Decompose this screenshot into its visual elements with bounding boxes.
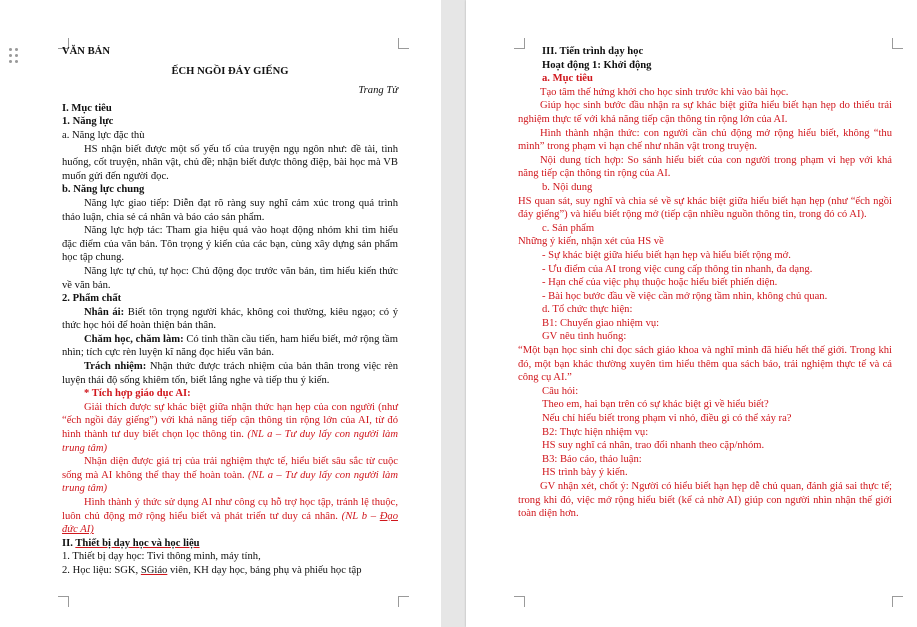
section-number: II. [62,537,76,549]
subsection-heading: d. Tổ chức thực hiện: [542,304,633,316]
ai-paragraph [62,496,398,537]
ai-note: (NL a – Tư duy lấy con người làm trung tâm) [62,429,398,454]
subsection-label: a. Năng lực đặc thù [62,129,145,141]
quality-label: Trách nhiệm: [84,361,147,373]
subsection-heading: 2. Phẩm chất [62,293,122,305]
subsection-heading: b. Nội dung [542,181,593,193]
paragraph: Tạo tâm thế hứng khởi cho học sinh trước khi vào bài học. [540,86,789,98]
activity-heading: Hoạt động 1: Khởi động [542,59,652,71]
page-right-body[interactable] [518,45,892,521]
ai-paragraph [62,455,398,496]
question-item: Theo em, hai bạn trên có sự khác biệt gì về hiểu biết? [542,399,769,411]
move-handle-icon[interactable] [9,48,21,64]
list-item: - Hạn chế của việc phụ thuộc hoặc hiểu biết phiến diện. [542,277,778,289]
margin-corner-mark [514,596,525,607]
paragraph: Năng lực giao tiếp: Diễn đạt rõ ràng suy nghĩ cảm xúc trong quá trình thảo luận, chia sẻ cá nhân và báo cáo sản phẩm. [62,197,398,223]
list-item: - Sự khác biệt giữa hiểu biết hạn hẹp và hiểu biết rộng mở. [542,249,791,261]
ai-paragraph [62,401,398,455]
margin-corner-mark [58,596,69,607]
question-label: Câu hỏi: [542,385,579,397]
text-run: viên, KH dạy học, bảng phụ và phiếu học tập [167,564,362,576]
subsection-heading: 1. Năng lực [62,116,114,128]
quality-item [62,360,398,387]
paragraph: Nội dung tích hợp: So sánh hiểu biết của con người trong phạm vi hẹp với khả năng tiếp cận thông tin rộng của AI. [518,154,892,180]
ai-note: (NL a – Tư duy lấy con người làm trung tâm) [62,469,398,495]
step-label: B3: Báo cáo, thảo luận: [542,453,642,465]
ai-text: Hình thành ý thức sử dụng AI như công cụ hỗ trợ học tập, tránh lệ thuộc, luôn chủ động mở rộng hiểu biết và phát triển tư duy cá nhân. [62,497,398,522]
quality-text: Có tinh thần cầu tiến, ham hiểu biết, mở rộng tầm nhìn; tích cực rèn luyện kĩ năng đọc hiểu văn bản. [62,333,398,359]
paragraph: Năng lực hợp tác: Tham gia hiệu quả vào hoạt động nhóm khi tìm hiểu đặc điểm của văn bản. Tôn trọng ý kiến của các bạn, cùng xây dựng sản phẩm học tập chung. [62,225,398,264]
page-gap [441,0,466,627]
step-label: B2: Thực hiện nhiệm vụ: [542,426,649,438]
margin-corner-mark [398,596,409,607]
doc-label: VĂN BẢN [62,46,110,57]
quality-text: Nhận thức được trách nhiệm của bản thân trong việc rèn luyện thái độ sống khiêm tốn, biết lắng nghe và tiếp thu ý kiến. [62,361,398,386]
section-heading: III. Tiến trình dạy học [542,46,644,57]
ai-integration-heading: * Tích hợp giáo dục AI: [84,388,191,400]
ai-note: (NL b – [337,510,377,522]
quote-paragraph: “Một bạn học sinh chỉ đọc sách giáo khoa và nghĩ mình đã hiểu hết thế giới. Trong khi đó, một bạn khác thường xuyên tìm hiểu thêm qua sách báo, trải nghiệm thực tế và cả công cụ AI.” [518,345,892,384]
section-heading: I. Mục tiêu [62,102,112,114]
paragraph: Giúp học sinh bước đầu nhận ra sự khác biệt giữa hiểu biết hạn hẹp do thiếu trải nghiệm thực tế với khả năng tiếp cận thông tin rộng lớn của AI. [518,100,892,125]
paragraph: HS quan sát, suy nghĩ và chia sẻ về sự khác biệt giữa hiểu biết hạn hẹp (như “ếch ngồi đáy giếng”) và hiểu biết rộng mở (tiếp cận nhiều nguồn thông tin, trong đó có AI). [518,195,892,221]
question-item: Nếu chỉ hiểu biết trong phạm vi nhỏ, điều gì có thể xảy ra? [542,413,792,425]
quality-item [62,333,398,360]
list-item: - Ưu điểm của AI trong việc cung cấp thông tin nhanh, đa dạng. [542,263,813,275]
section-heading [62,537,398,551]
spelling-flagged-word: SGiáo [140,564,168,576]
margin-corner-mark [892,38,903,49]
page-left-body[interactable] [62,45,398,578]
text-run: 2. Học liệu: SGK, [62,564,141,576]
section-title-underlined: Thiết bị dạy học và học liệu [75,537,200,549]
list-item: - Bài học bước đầu về việc cần mở rộng tầm nhìn, không chủ quan. [542,290,828,302]
paragraph: Năng lực tự chủ, tự học: Chủ động đọc trước văn bản, tìm hiểu kiến thức về văn bản. [62,265,398,291]
step-label: B1: Chuyển giao nhiệm vụ: [542,317,660,329]
subsection-heading: a. Mục tiêu [542,73,593,85]
quality-label: Chăm học, chăm làm: [84,333,184,345]
document-page-right[interactable] [466,0,917,627]
paragraph: GV nhận xét, chốt ý: Người có hiểu biết hạn hẹp dễ chủ quan, đánh giá sai thực tế; trong khi đó, việc mở rộng hiểu biết (kể cả nhờ AI) giúp con người nhìn nhận thế giới toàn diện hơn. [518,481,892,520]
subsection-label: b. Năng lực chung [62,184,145,196]
paragraph [62,564,398,578]
paragraph: GV nêu tình huống: [542,331,627,343]
paragraph: Những ý kiến, nhận xét của HS về [518,236,664,248]
quality-text: Biết tôn trọng người khác, không coi thường, kiêu ngạo; có ý thức học hỏi để hoàn thiện bản thân. [62,306,398,332]
quality-label: Nhân ái: [84,306,125,318]
subsection-heading: c. Sản phẩm [542,222,595,234]
ai-note-underlined: Đạo đức AI) [62,510,398,536]
quality-item [62,306,398,333]
paragraph: HS suy nghĩ cá nhân, trao đổi nhanh theo cặp/nhóm. [542,440,765,452]
margin-corner-mark [892,596,903,607]
paragraph: HS nhận biết được một số yếu tố của truyện ngụ ngôn như: đề tài, tình huống, cốt truyện, nhân vật, chủ đề; nhận biết được thông điệp, bài học mà VB muốn gửi đến người đọc. [62,143,398,182]
ai-text: Giải thích được sự khác biệt giữa nhận thức hạn hẹp của con người (như “ếch ngồi đáy giếng”) với khả năng tiếp cận thông tin rộng lớn của AI, từ đó hình thành tư duy biết chọn lọc thông tin. [62,401,398,441]
margin-corner-mark [398,38,409,49]
document-author: Trang Tử [358,85,398,97]
paragraph: 1. Thiết bị dạy học: Tivi thông minh, máy tính, [62,551,261,563]
ai-text: Nhận diện được giá trị của trải nghiệm thực tế, hiểu biết sâu sắc từ cuộc sống mà AI không thể thay thế hoàn toàn. [62,456,398,481]
paragraph: Hình thành nhận thức: con người cần chủ động mở rộng hiểu biết, không “thu mình” trong phạm vi hạn chế như nhân vật trong truyện. [518,127,892,153]
document-title: ẾCH NGỒI ĐÁY GIẾNG [171,65,289,77]
document-page-left[interactable] [0,0,441,627]
paragraph: HS trình bày ý kiến. [542,467,628,479]
